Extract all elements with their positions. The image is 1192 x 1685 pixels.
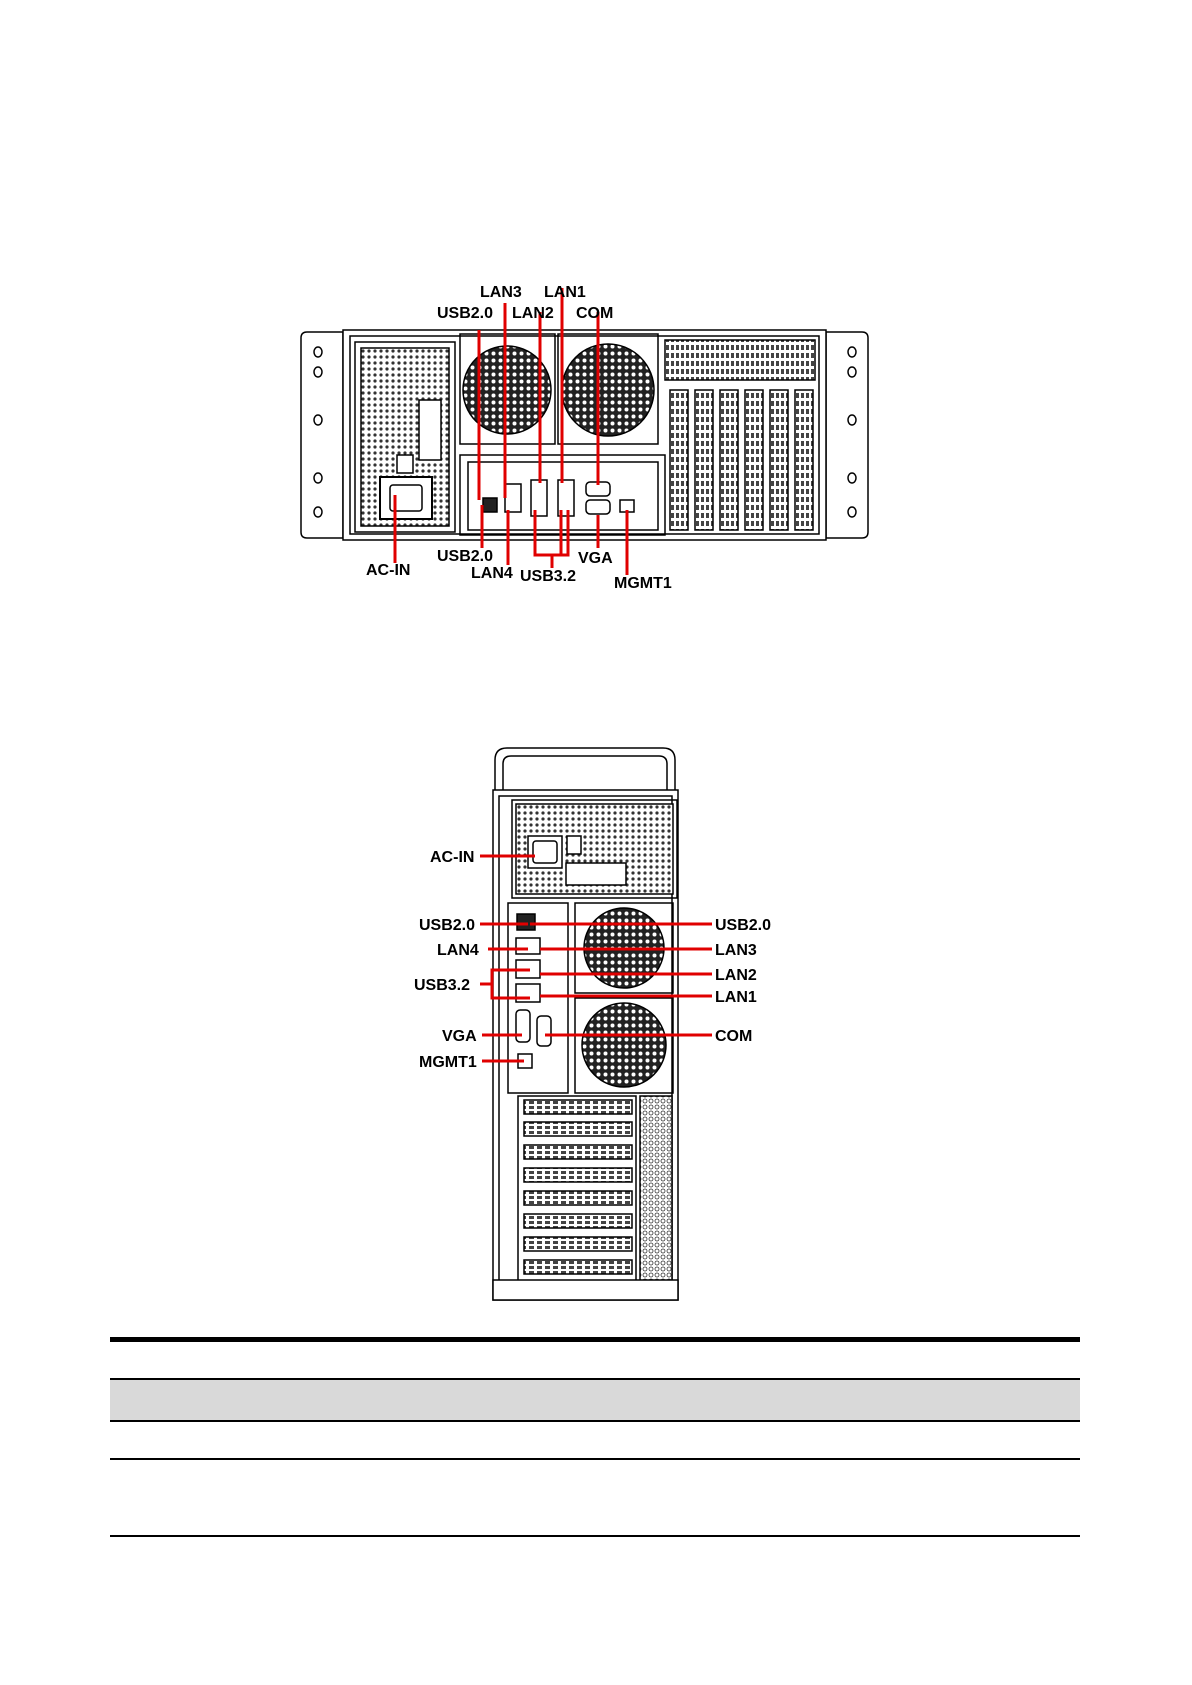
tower-label-usb32: USB3.2 (414, 977, 471, 994)
label-lan1: LAN1 (544, 284, 586, 301)
label-lan3: LAN3 (480, 284, 522, 301)
tower-label-lan2: LAN2 (715, 967, 757, 984)
tower-labels (414, 849, 771, 1071)
label-lan2: LAN2 (512, 305, 554, 322)
tower-label-lan4: LAN4 (437, 942, 479, 959)
leader-tower-usb32-a (480, 970, 530, 984)
tower-chassis-drawing (493, 748, 678, 1300)
label-usb32: USB3.2 (520, 568, 577, 585)
tower-leader-lines (480, 856, 712, 1061)
tower-label-ac-in: AC-IN (430, 849, 475, 866)
label-ac-in: AC-IN (366, 562, 411, 579)
label-usb20-top: USB2.0 (437, 305, 494, 322)
tower-label-usb20-left: USB2.0 (419, 917, 476, 934)
tower-label-usb20-right: USB2.0 (715, 917, 772, 934)
table-header-row (110, 1380, 1080, 1420)
tower-label-com: COM (715, 1028, 753, 1045)
leader-tower-usb32-b (492, 984, 530, 998)
label-lan4: LAN4 (471, 565, 513, 582)
table-header-bottom-rule (110, 1420, 1080, 1422)
table-bottom-rule (110, 1535, 1080, 1537)
tower-label-lan1: LAN1 (715, 989, 757, 1006)
label-com: COM (576, 305, 614, 322)
tower-label-mgmt1: MGMT1 (419, 1054, 477, 1071)
label-vga: VGA (578, 550, 613, 567)
tower-label-vga: VGA (442, 1028, 477, 1045)
table-row-rule (110, 1458, 1080, 1460)
tower-label-lan3: LAN3 (715, 942, 757, 959)
label-usb20-bottom: USB2.0 (437, 548, 494, 565)
table-top-rule (110, 1337, 1080, 1342)
rackmount-rear-view-figure (0, 0, 1192, 620)
label-mgmt1: MGMT1 (614, 575, 672, 592)
table-header-top-rule (110, 1378, 1080, 1380)
rackmount-chassis-drawing (301, 330, 868, 540)
